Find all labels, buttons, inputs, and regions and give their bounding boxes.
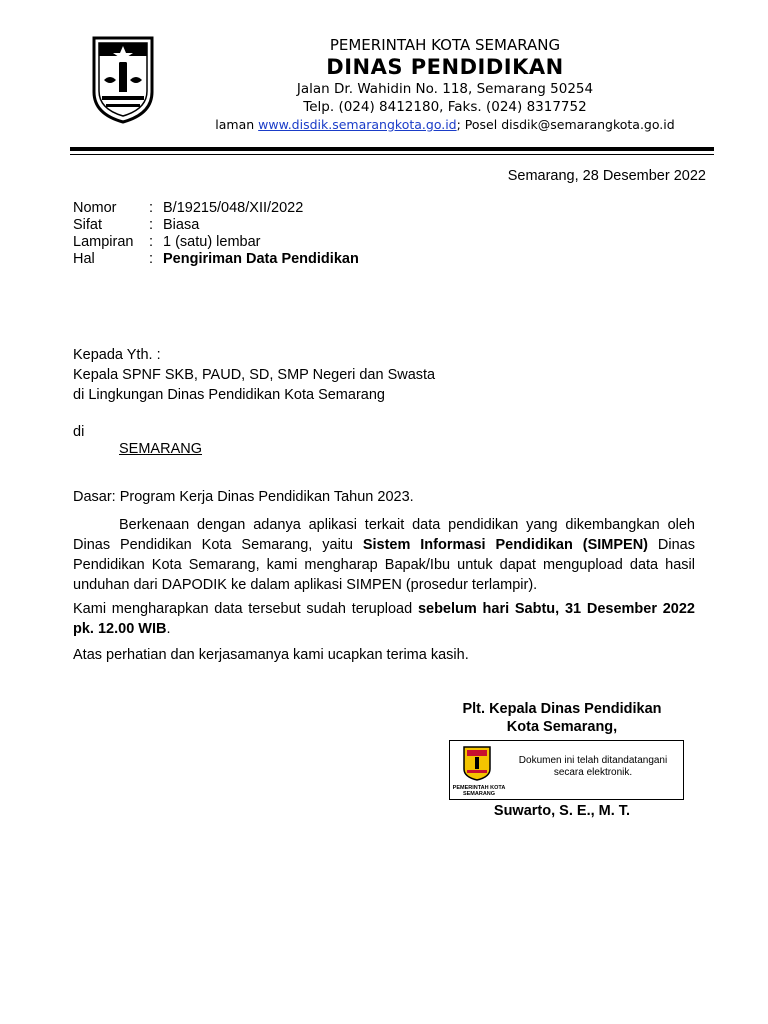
letterhead-department: DINAS PENDIDIKAN: [326, 55, 564, 79]
paragraph-1: [73, 515, 695, 595]
paragraph-3: Atas perhatian dan kerjasamanya kami ucapkan terima kasih.: [73, 647, 469, 663]
basis-line: Dasar: Program Kerja Dinas Pendidikan Tahun 2023.: [73, 489, 414, 505]
signatory-title: Kota Semarang,: [506, 719, 618, 735]
city-emblem-icon: [90, 34, 156, 124]
letterhead-web: [160, 117, 730, 132]
paragraph-text: Kami mengharapkan data tersebut sudah terupload: [73, 601, 418, 617]
letterhead-address: Jalan Dr. Wahidin No. 118, Semarang 50254: [296, 81, 594, 97]
meta-row-sifat: [73, 217, 359, 234]
meta-key: Lampiran: [73, 234, 134, 250]
letterhead-rule-thick: [70, 147, 714, 151]
meta-key: Sifat: [73, 217, 103, 233]
meta-row-lampiran: [73, 234, 359, 251]
meta-row-nomor: [73, 200, 359, 217]
paragraph-text: Berkenaan dengan adanya aplikasi terkait data pendidikan yang dikembangkan oleh Dinas Pendidikan Kota Semarang, yaitu: [73, 517, 695, 553]
meta-colon: :: [149, 234, 154, 250]
website-link[interactable]: www.disdik.semarangkota.go.id: [258, 117, 457, 132]
city-emblem-icon: [462, 745, 492, 781]
paragraph-bold: sebelum hari Sabtu, 31 Desember 2022 pk. 12.00 WIB: [73, 601, 695, 637]
stamp-government: PEMERINTAH KOTA SEMARANG: [452, 785, 506, 797]
letter-meta-table: [73, 200, 359, 268]
meta-value: B/19215/048/XII/2022: [163, 200, 304, 216]
meta-colon: :: [149, 251, 154, 267]
meta-colon: :: [149, 200, 154, 216]
recipient-di: di: [73, 424, 85, 440]
paragraph-bold: Sistem Informasi Pendidikan (SIMPEN): [362, 537, 648, 553]
letter-date: Semarang, 28 Desember 2022: [507, 168, 706, 184]
recipient-city: SEMARANG: [119, 441, 202, 457]
signatory-name: Suwarto, S. E., M. T.: [493, 803, 631, 819]
paragraph-2: [73, 599, 695, 639]
paragraph-text: .: [166, 621, 171, 637]
meta-value: 1 (satu) lembar: [163, 234, 261, 250]
meta-value: Biasa: [163, 217, 200, 233]
letterhead-rule-thin: [70, 154, 714, 155]
e-signature-stamp: [449, 740, 684, 800]
meta-value-subject: Pengiriman Data Pendidikan: [163, 251, 359, 267]
meta-colon: :: [149, 217, 154, 233]
signatory-title: Plt. Kepala Dinas Pendidikan: [462, 701, 662, 717]
paragraph-text: Dinas Pendidikan Kota Semarang, kami mengharap Bapak/Ibu untuk dapat mengupload data hasil unduhan dari DAPODIK ke dalam aplikasi SIMPEN (prosedur terlampir).: [73, 537, 695, 593]
web-suffix: ; Posel disdik@semarangkota.go.id: [456, 117, 675, 132]
letterhead-phone: Telp. (024) 8412180, Faks. (024) 8317752: [303, 99, 587, 115]
recipient-salutation: Kepada Yth. :: [73, 347, 161, 363]
meta-row-hal: [73, 251, 359, 268]
recipient-line: di Lingkungan Dinas Pendidikan Kota Semarang: [73, 387, 385, 403]
recipient-line: Kepala SPNF SKB, PAUD, SD, SMP Negeri dan Swasta: [73, 367, 436, 383]
web-prefix: laman: [215, 117, 259, 132]
meta-key: Nomor: [73, 200, 117, 216]
meta-key: Hal: [73, 251, 95, 267]
stamp-text: Dokumen ini telah ditandatangani secara elektronik.: [518, 755, 668, 778]
letterhead-government: PEMERINTAH KOTA SEMARANG: [329, 36, 561, 54]
